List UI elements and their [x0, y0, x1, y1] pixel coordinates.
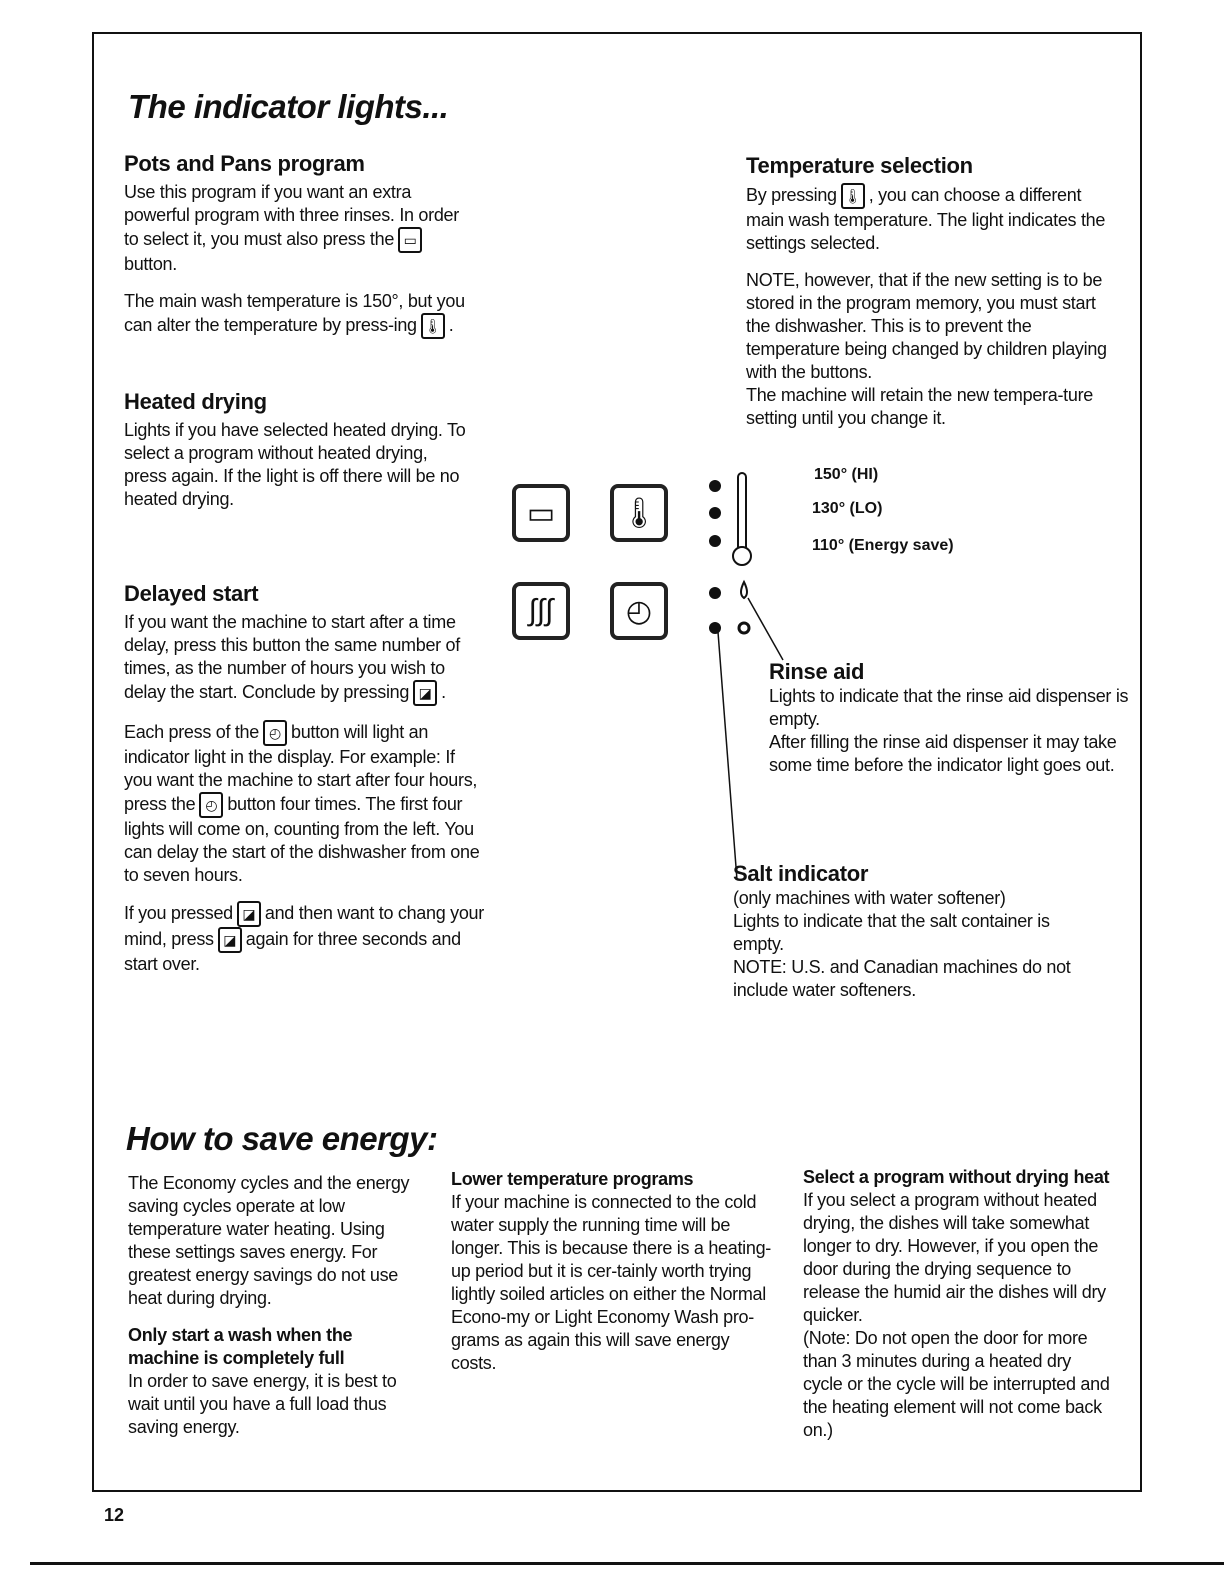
- clock-icon: ◴: [263, 720, 287, 746]
- rinse-heading: Rinse aid: [769, 659, 865, 684]
- salt-heading: Salt indicator: [733, 861, 869, 886]
- page-number: 12: [104, 1505, 125, 1525]
- energy-subheading: Select a program without drying heat: [803, 1167, 1110, 1187]
- energy-subheading: Only start a wash when the machine is completely full: [128, 1325, 353, 1368]
- energy-title: How to save energy:: [126, 1120, 438, 1157]
- energy-col-1: [128, 1172, 418, 1453]
- clock-icon: ◴: [199, 792, 223, 818]
- rinse-text: Lights to indicate that the rinse aid dispenser is empty.: [769, 686, 1129, 729]
- drop-icon: [741, 582, 747, 598]
- pot-icon: ▭: [398, 227, 422, 253]
- rinse-text: After filling the rinse aid dispenser it may take some time before the indicator light goes out.: [769, 732, 1117, 775]
- temp-text: , you can choose a different main wash temperature. The light indicates the settings selected.: [746, 184, 1106, 253]
- thermometer-icon: 🌡: [421, 313, 445, 339]
- pots-text: button.: [124, 254, 177, 274]
- delayed-text: Each press of the: [124, 721, 259, 742]
- temp-text: The machine will retain the new tempera-ture setting until you change it.: [746, 385, 1093, 428]
- delayed-text: button will light an indicator light in the display. For example: If you want the machine to start after four hours, press the: [124, 721, 478, 814]
- temperature-button-icon: 🌡: [610, 484, 668, 542]
- pots-text: .: [448, 314, 454, 335]
- heated-drying-button-icon: ∫∫∫: [512, 582, 570, 640]
- delay-clock-button-icon: ◴: [610, 582, 668, 640]
- start-icon: ◪: [413, 680, 437, 706]
- energy-text: If your machine is connected to the cold water supply the running time will be longer. This is because there is a heating-up period but it is cer-tainly worth trying lightly soiled articles on either the Normal Econo-my or Light Economy Wash pro-grams as again this will save energy costs.: [451, 1192, 771, 1373]
- salt-section: [733, 862, 1103, 1016]
- start-icon: ◪: [237, 901, 261, 927]
- temp-section: [746, 154, 1116, 444]
- delayed-text: button four times. The first four lights will come on, counting from the left. You can delay the start of the dishwasher from one to seven hours.: [124, 793, 480, 885]
- pots-text: Use this program if you want an extra powerful program with three rinses. In order to select it, you must also press the: [124, 182, 459, 249]
- delayed-text: If you pressed: [124, 902, 233, 923]
- temp-heading: Temperature selection: [746, 153, 973, 178]
- bottom-rule: [30, 1562, 1224, 1565]
- energy-subheading: Lower temperature programs: [451, 1169, 694, 1189]
- temp-level-label: 130° (LO): [812, 500, 883, 517]
- temp-level-label: 150° (HI): [814, 466, 879, 483]
- thermometer-icon: 🌡: [841, 183, 865, 209]
- page-title: The indicator lights...: [128, 88, 449, 125]
- energy-col-2: [451, 1168, 771, 1389]
- delayed-text: .: [441, 681, 446, 702]
- energy-note: (Note: Do not open the door for more than 3 minutes during a heated dry cycle or the cycle will be interrupted and the heating element will not come back on.): [803, 1328, 1110, 1440]
- salt-text: (only machines with water softener): [733, 888, 1006, 908]
- temp-text: NOTE, however, that if the new setting is to be stored in the program memory, you must start the dishwasher. This is to prevent the temperature being changed by children playing with the buttons.: [746, 270, 1107, 382]
- temp-text: By pressing: [746, 184, 837, 205]
- energy-text: In order to save energy, it is best to wait until you have a full load thus saving energy.: [128, 1371, 397, 1437]
- delayed-text: and then want to chang your mind, press: [124, 902, 484, 949]
- delayed-heading: Delayed start: [124, 581, 259, 606]
- energy-col-3: [803, 1166, 1113, 1456]
- delayed-text: again for three seconds and start over.: [124, 928, 461, 974]
- temp-level-label: 110° (Energy save): [812, 537, 954, 554]
- drying-heading: Heated drying: [124, 389, 267, 414]
- energy-text: If you select a program without heated drying, the dishes will take somewhat longer to dry. However, if you open the door during the drying sequence to release the humid air the dishes will dry quicker.: [803, 1190, 1106, 1325]
- energy-text: The Economy cycles and the energy saving cycles operate at low temperature water heating. Using these settings saves energy. For greatest energy savings do not use heat during drying.: [128, 1173, 410, 1308]
- drying-section: [124, 390, 474, 525]
- start-icon: ◪: [218, 927, 242, 953]
- pots-heading: Pots and Pans program: [124, 151, 365, 176]
- salt-icon: [739, 623, 749, 633]
- pots-section: [124, 152, 474, 353]
- delayed-text: If you want the machine to start after a time delay, press this button the same number of times, as the number of hours you wish to delay the start. Conclude by pressing: [124, 612, 460, 702]
- salt-text: NOTE: U.S. and Canadian machines do not include water softeners.: [733, 957, 1071, 1000]
- pots-text: The main wash temperature is 150°, but you can alter the temperature by press-ing: [124, 291, 465, 335]
- rinse-section: [769, 660, 1129, 791]
- delayed-section: [124, 582, 484, 990]
- drying-text: Lights if you have selected heated drying. To select a program without heated drying, press again. If the light is off there will be no heated drying.: [124, 420, 466, 509]
- pots-pans-button-icon: ▭: [512, 484, 570, 542]
- salt-text: Lights to indicate that the salt container is empty.: [733, 911, 1050, 954]
